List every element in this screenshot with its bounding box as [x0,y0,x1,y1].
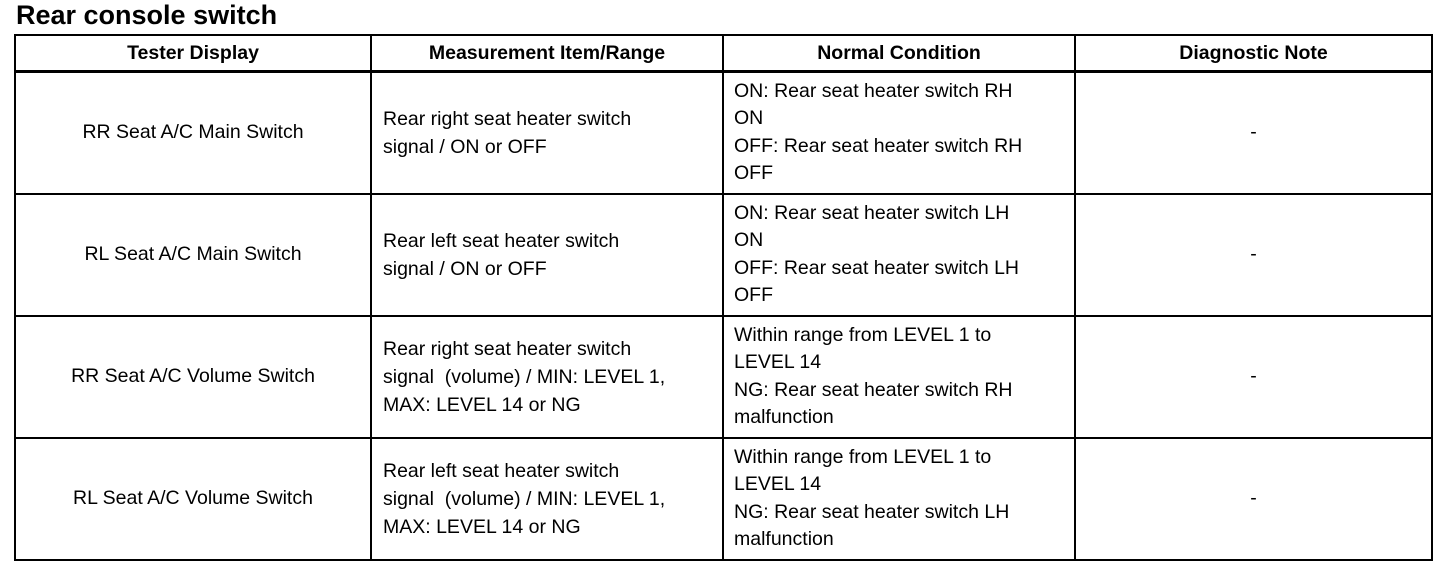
condition-line: LEVEL 14 [734,473,822,495]
measurement-line: signal (volume) / MIN: LEVEL 1, [383,365,666,388]
diagnostic-note-cell: - [1075,72,1432,194]
table-row [15,438,1432,560]
diagnostic-note-cell: - [1075,438,1432,560]
page-title: Rear console switch [16,0,278,30]
measurement-line: Rear right seat heater switch [383,107,632,130]
condition-line: ON [734,229,764,251]
header-measurement-item: Measurement Item/Range [371,35,723,72]
condition-line: ON: Rear seat heater switch RH [734,79,1013,102]
measurement-line: Rear left seat heater switch [383,229,620,252]
measurement-line: signal / ON or OFF [383,257,547,280]
condition-line: ON [734,107,764,130]
condition-cell [723,72,1075,194]
condition-line: OFF: Rear seat heater switch LH [734,256,1020,279]
measurement-line: MAX: LEVEL 14 or NG [383,515,581,538]
measurement-cell [371,438,723,560]
condition-line: NG: Rear seat heater switch RH [734,378,1013,401]
measurement-cell [371,194,723,316]
table-row [15,72,1432,194]
measurement-cell [371,72,723,194]
table-row [15,316,1432,438]
measurement-cell [371,316,723,438]
condition-cell [723,316,1075,438]
condition-cell [723,438,1075,560]
condition-cell [723,194,1075,316]
header-diagnostic-note: Diagnostic Note [1075,35,1432,72]
table-row [15,194,1432,316]
measurement-line: Rear right seat heater switch [383,337,632,360]
condition-line: malfunction [734,406,834,428]
condition-line: Within range from LEVEL 1 to [734,445,992,468]
condition-line: LEVEL 14 [734,351,822,373]
header-normal-condition: Normal Condition [723,35,1075,72]
measurement-line: signal (volume) / MIN: LEVEL 1, [383,487,666,510]
condition-line: NG: Rear seat heater switch LH [734,500,1010,523]
condition-line: OFF [734,284,773,306]
tester-display-cell: RR Seat A/C Main Switch [15,72,371,194]
condition-line: Within range from LEVEL 1 to [734,323,992,346]
tester-display-cell: RL Seat A/C Volume Switch [15,438,371,560]
measurement-line: MAX: LEVEL 14 or NG [383,393,581,416]
condition-line: OFF: Rear seat heater switch RH [734,134,1023,157]
condition-line: OFF [734,162,773,185]
data-table [14,34,1433,561]
table-header-row [15,35,1432,72]
tester-display-cell: RR Seat A/C Volume Switch [15,316,371,438]
condition-line: malfunction [734,528,834,550]
diagnostic-note-cell: - [1075,194,1432,316]
measurement-line: Rear left seat heater switch [383,459,620,482]
diagnostic-note-cell: - [1075,316,1432,438]
header-tester-display: Tester Display [15,35,371,72]
tester-display-cell: RL Seat A/C Main Switch [15,194,371,316]
condition-line: ON: Rear seat heater switch LH [734,201,1010,224]
measurement-line: signal / ON or OFF [383,135,547,158]
